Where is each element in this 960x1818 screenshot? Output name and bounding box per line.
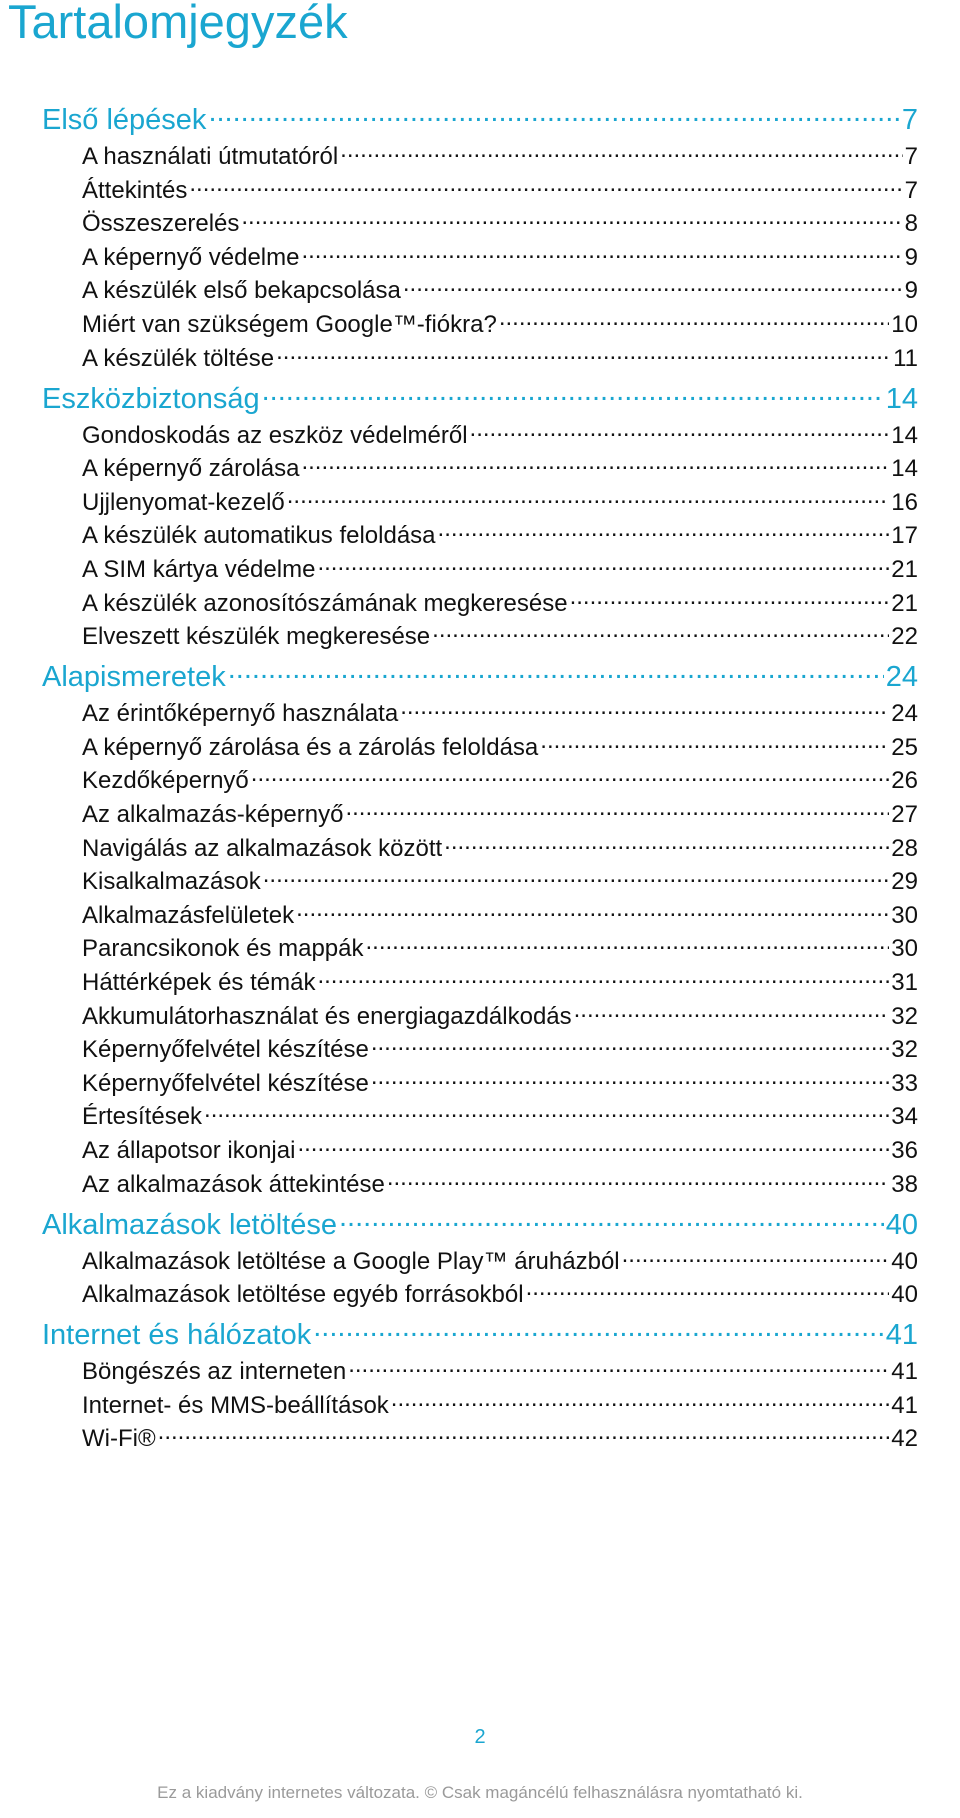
toc-entry-label: Navigálás az alkalmazások között (82, 835, 443, 862)
toc-dot-leader (204, 1100, 889, 1124)
toc-page-number: 28 (891, 835, 918, 862)
toc-entry-row[interactable] (82, 1067, 918, 1098)
toc-dot-leader (403, 274, 903, 298)
toc-entry-label: Az alkalmazás-képernyő (82, 801, 344, 828)
toc-entry-label: Áttekintés (82, 177, 188, 204)
toc-entry-row[interactable] (82, 798, 918, 829)
toc-entry-row[interactable] (82, 620, 918, 651)
toc-entry-row[interactable] (82, 274, 918, 305)
toc-entry-label: Parancsikonok és mappák (82, 935, 364, 962)
toc-dot-leader (263, 865, 890, 889)
toc-entry-row[interactable] (82, 865, 918, 896)
toc-entry-row[interactable] (82, 519, 918, 550)
toc-page-number: 36 (891, 1137, 918, 1164)
toc-dot-leader (189, 174, 902, 198)
toc-entry-label: Háttérképek és témák (82, 969, 316, 996)
toc-page-number: 33 (891, 1070, 918, 1097)
toc-section-label: Alapismeretek (42, 661, 226, 693)
toc-entry-row[interactable] (82, 966, 918, 997)
toc-section-label: Eszközbiztonság (42, 383, 260, 415)
toc-entry-row[interactable] (82, 1422, 918, 1453)
toc-entry-row[interactable] (82, 419, 918, 450)
toc-entry-row[interactable] (82, 899, 918, 930)
toc-dot-leader (228, 657, 884, 686)
footer-note: Ez a kiadvány internetes változata. © Csak magáncélú felhasználásra nyomtatható ki. (157, 1783, 803, 1802)
toc-entry-label: A képernyő zárolása (82, 455, 300, 482)
toc-dot-leader (297, 1134, 889, 1158)
toc-page-number: 9 (904, 244, 918, 271)
toc-entry-row[interactable] (82, 587, 918, 618)
toc-entry-label: Böngészés az interneten (82, 1358, 347, 1385)
toc-dot-leader (365, 932, 889, 956)
toc-dot-leader (540, 731, 889, 755)
toc-page-number: 40 (885, 1209, 918, 1241)
toc-entry-row[interactable] (82, 1278, 918, 1309)
toc-entry-row[interactable] (82, 1000, 918, 1031)
toc-dot-leader (301, 241, 902, 265)
toc-entry-label: A képernyő védelme (82, 244, 300, 271)
toc-entry-label: Az állapotsor ikonjai (82, 1137, 296, 1164)
toc-entry-row[interactable] (82, 174, 918, 205)
toc-section-row[interactable] (42, 657, 918, 694)
toc-entry-row[interactable] (82, 1100, 918, 1131)
toc-section-row[interactable] (42, 1205, 918, 1242)
toc-entry-row[interactable] (82, 1245, 918, 1276)
toc-entry-row[interactable] (82, 308, 918, 339)
toc-entry-label: Gondoskodás az eszköz védelméről (82, 422, 468, 449)
toc-entry-row[interactable] (82, 486, 918, 517)
toc-page-number: 30 (891, 902, 918, 929)
toc-entry-row[interactable] (82, 1134, 918, 1165)
toc-entry-label: Képernyőfelvétel készítése (82, 1036, 369, 1063)
toc-page-number: 42 (891, 1425, 918, 1452)
toc-dot-leader (371, 1033, 889, 1057)
toc-dot-leader (317, 553, 889, 577)
toc-dot-leader (391, 1389, 890, 1413)
toc-entry-label: A SIM kártya védelme (82, 556, 316, 583)
toc-page-number: 27 (891, 801, 918, 828)
page-number: 2 (474, 1726, 486, 1748)
toc-dot-leader (301, 452, 889, 476)
toc-entry-row[interactable] (82, 553, 918, 584)
toc-page-number: 7 (904, 143, 918, 170)
toc-dot-leader (339, 1205, 884, 1234)
toc-dot-leader (241, 207, 902, 231)
toc-entry-label: A használati útmutatóról (82, 143, 339, 170)
toc-entry-label: Ujjlenyomat-kezelő (82, 489, 285, 516)
toc-entry-row[interactable] (82, 207, 918, 238)
toc-dot-leader (296, 899, 889, 923)
toc-dot-leader (287, 486, 890, 510)
toc-page-number: 41 (891, 1392, 918, 1419)
toc-page-number: 8 (904, 210, 918, 237)
toc-entry-row[interactable] (82, 697, 918, 728)
toc-entry-label: Wi-Fi® (82, 1425, 156, 1452)
toc-entry-label: A képernyő zárolása és a zárolás feloldása (82, 734, 539, 761)
toc-section-row[interactable] (42, 100, 918, 137)
toc-entry-label: Alkalmazások letöltése egyéb forrásokból (82, 1281, 524, 1308)
toc-page-number: 14 (885, 383, 918, 415)
toc-entry-row[interactable] (82, 1033, 918, 1064)
toc-dot-leader (438, 519, 890, 543)
toc-entry-label: Kisalkalmazások (82, 868, 261, 895)
toc-entry-label: Az érintőképernyő használata (82, 700, 399, 727)
toc-dot-leader (251, 764, 890, 788)
toc-page-number: 34 (891, 1103, 918, 1130)
toc-page-number: 25 (891, 734, 918, 761)
toc-entry-row[interactable] (82, 342, 918, 373)
toc-page-number: 16 (891, 489, 918, 516)
toc-dot-leader (313, 1315, 884, 1344)
toc-entry-label: Képernyőfelvétel készítése (82, 1070, 369, 1097)
toc-page-number: 24 (891, 700, 918, 727)
toc-entry-label: A készülék azonosítószámának megkeresése (82, 590, 568, 617)
toc-entry-label: A készülék első bekapcsolása (82, 277, 401, 304)
toc-dot-leader (499, 308, 889, 332)
toc-dot-leader (208, 100, 899, 129)
toc-entry-label: Akkumulátorhasználat és energiagazdálkodás (82, 1003, 572, 1030)
toc-page-number: 21 (891, 590, 918, 617)
toc-page-number: 14 (891, 455, 918, 482)
toc-page-number: 24 (885, 661, 918, 693)
toc-page-number: 21 (891, 556, 918, 583)
toc-entry-label: Alkalmazásfelületek (82, 902, 295, 929)
toc-page-number: 10 (891, 311, 918, 338)
toc-dot-leader (574, 1000, 890, 1024)
toc-entry-row[interactable] (82, 140, 918, 171)
toc-dot-leader (400, 697, 889, 721)
toc-entry-row[interactable] (82, 932, 918, 963)
toc-dot-leader (444, 832, 889, 856)
toc-page-number: 32 (891, 1036, 918, 1063)
toc-page-number: 41 (891, 1358, 918, 1385)
toc-entry-label: Alkalmazások letöltése a Google Play™ áruházból (82, 1248, 620, 1275)
toc-page-number: 38 (891, 1171, 918, 1198)
toc-page-number: 11 (893, 345, 918, 372)
toc-page-number: 17 (891, 522, 918, 549)
toc-section-label: Internet és hálózatok (42, 1319, 312, 1351)
toc-entry-row[interactable] (82, 832, 918, 863)
toc-page-number: 26 (891, 767, 918, 794)
toc-page-number: 30 (891, 935, 918, 962)
toc-entry-label: Kezdőképernyő (82, 767, 249, 794)
toc-entry-label: A készülék töltése (82, 345, 275, 372)
toc-dot-leader (276, 342, 891, 366)
page-title: Tartalomjegyzék (8, 0, 348, 48)
toc-entry-label: Elveszett készülék megkeresése (82, 623, 431, 650)
toc-page-number: 7 (901, 104, 918, 136)
toc-dot-leader (387, 1168, 889, 1192)
toc-entry-row[interactable] (82, 1168, 918, 1199)
toc-entry-label: Az alkalmazások áttekintése (82, 1171, 385, 1198)
toc-page-number: 9 (904, 277, 918, 304)
toc-dot-leader (371, 1067, 889, 1091)
toc-entry-row[interactable] (82, 1355, 918, 1386)
toc-entry-label: Értesítések (82, 1103, 203, 1130)
toc-page-number: 40 (891, 1281, 918, 1308)
toc-dot-leader (345, 798, 889, 822)
toc-entry-row[interactable] (82, 764, 918, 795)
toc-entry-label: Internet- és MMS-beállítások (82, 1392, 389, 1419)
toc-page-number: 41 (885, 1319, 918, 1351)
toc-section-label: Első lépések (42, 104, 207, 136)
toc-page-number: 40 (891, 1248, 918, 1275)
toc-page-number: 29 (891, 868, 918, 895)
toc-entry-row[interactable] (82, 731, 918, 762)
toc-page-number: 31 (891, 969, 918, 996)
toc-dot-leader (432, 620, 889, 644)
toc-dot-leader (570, 587, 890, 611)
toc-entry-label: Miért van szükségem Google™-fiókra? (82, 311, 497, 338)
toc-dot-leader (317, 966, 889, 990)
toc-dot-leader (348, 1355, 889, 1379)
toc-dot-leader (340, 140, 902, 164)
toc-entry-label: Összeszerelés (82, 210, 240, 237)
toc-entry-label: A készülék automatikus feloldása (82, 522, 436, 549)
toc-dot-leader (526, 1278, 890, 1302)
toc-entry-row[interactable] (82, 1389, 918, 1420)
toc-entry-row[interactable] (82, 241, 918, 272)
toc-section-row[interactable] (42, 1315, 918, 1352)
toc-page-number: 32 (891, 1003, 918, 1030)
toc-page-number: 14 (891, 422, 918, 449)
toc-dot-leader (262, 379, 884, 408)
toc-dot-leader (470, 419, 890, 443)
toc-page-number: 7 (904, 177, 918, 204)
toc-section-label: Alkalmazások letöltése (42, 1209, 337, 1241)
toc-page-number: 22 (891, 623, 918, 650)
toc-dot-leader (622, 1245, 890, 1269)
toc-dot-leader (158, 1422, 890, 1446)
toc-entry-row[interactable] (82, 452, 918, 483)
toc-section-row[interactable] (42, 379, 918, 416)
